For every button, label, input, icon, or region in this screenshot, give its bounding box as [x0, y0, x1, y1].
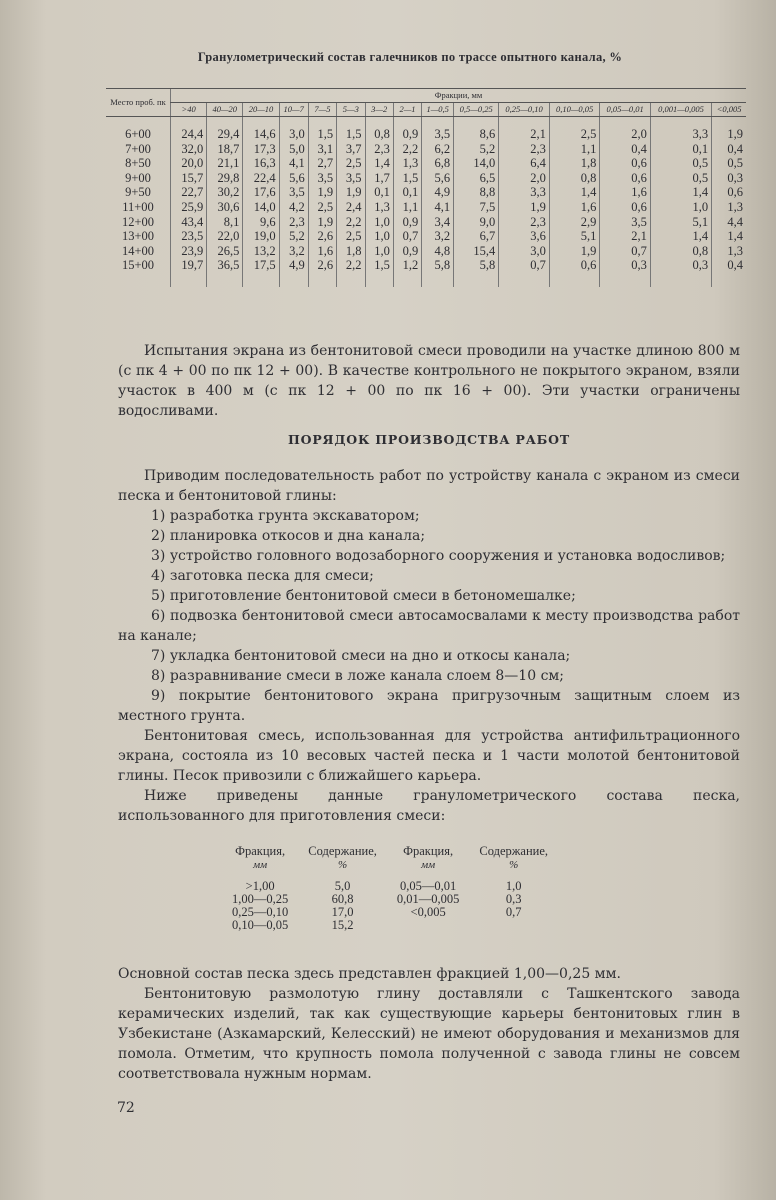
table-cell: 29,4 [207, 127, 243, 142]
table-cell: 1,2 [393, 258, 421, 273]
table-cell: 1,9 [308, 215, 336, 230]
table-cell: 0,3 [712, 171, 746, 186]
table-cell: 1,4 [650, 229, 711, 244]
sand-header-content-1: Содержание, [308, 844, 377, 858]
table-cell: 5,8 [454, 258, 499, 273]
table-cell: 1,1 [549, 142, 600, 157]
gravel-table-body [106, 117, 746, 287]
sand-unit-2: % [337, 859, 348, 871]
sand-composition-table [222, 844, 558, 932]
table-cell: 19,7 [171, 258, 207, 273]
table-cell: 2,6 [308, 258, 336, 273]
table-cell: 9,6 [243, 215, 279, 230]
list-item: 4) заготовка песка для смеси; [151, 568, 374, 584]
table-cell: 2,4 [337, 200, 365, 215]
table-cell: 13,2 [243, 244, 279, 259]
fraction-col-header: 5—3 [337, 103, 365, 117]
row-place: 12+00 [121, 214, 155, 229]
table-cell: 6,5 [454, 171, 499, 186]
table-row [106, 244, 746, 259]
paragraph-main-fraction: Основной состав песка здесь представлен фракцией 1,00—0,25 мм. [118, 966, 621, 982]
table-cell: 0,9 [393, 127, 421, 142]
table-cell: 20,0 [171, 156, 207, 171]
table-cell: 8,8 [454, 185, 499, 200]
table-cell: 2,7 [308, 156, 336, 171]
table-cell: 4,1 [422, 200, 454, 215]
table-cell: 3,4 [422, 215, 454, 230]
table-cell: 2,3 [499, 215, 550, 230]
table-cell: 0,7 [600, 244, 651, 259]
table-cell: 1,0 [650, 200, 711, 215]
paragraph-sand-data-intro: Ниже приведены данные гранулометрического состава песка, использованного для приготовления смеси: [118, 788, 740, 824]
gravel-composition-table [106, 88, 746, 287]
table-cell: 2,5 [337, 156, 365, 171]
table-cell: 1,0 [365, 215, 393, 230]
table-cell: 1,4 [549, 185, 600, 200]
table-cell: 3,7 [337, 142, 365, 157]
table-cell: 0,8 [650, 244, 711, 259]
list-item: 2) планировка откосов и дна канала; [151, 528, 426, 544]
table-cell: 18,7 [207, 142, 243, 157]
sand-table-header [222, 844, 558, 859]
table-row [106, 185, 746, 200]
table-cell: 6,7 [454, 229, 499, 244]
table-cell: 3,0 [279, 127, 308, 142]
fraction-col-header: 0,10—0,05 [549, 103, 600, 117]
table-cell: 2,0 [499, 171, 550, 186]
table-cell: 30,6 [207, 200, 243, 215]
table-cell: 2,9 [549, 215, 600, 230]
table-cell: 2,1 [499, 127, 550, 142]
sand-unit-1: мм [253, 859, 268, 871]
table-cell: <0,005 [410, 905, 446, 919]
table-cell: 16,3 [243, 156, 279, 171]
table-cell: 0,8 [365, 127, 393, 142]
table-cell: 1,4 [650, 185, 711, 200]
row-place: 9+50 [125, 185, 151, 200]
table-cell: 17,6 [243, 185, 279, 200]
table-cell: 29,8 [207, 171, 243, 186]
table-cell: 1,9 [499, 200, 550, 215]
table-cell: 0,7 [505, 905, 522, 919]
list-item: 8) разравнивание смеси в ложе канала слоем 8—10 см; [151, 668, 565, 684]
table-cell: 1,7 [365, 171, 393, 186]
table-cell: 17,3 [243, 142, 279, 157]
table-cell: 2,2 [337, 258, 365, 273]
table-cell: 3,5 [279, 185, 308, 200]
table-cell: 3,5 [308, 171, 336, 186]
table-cell: 0,1 [393, 185, 421, 200]
list-item: 1) разработка грунта экскаватором; [151, 508, 420, 524]
table-row [106, 229, 746, 244]
table-cell: 3,5 [600, 215, 651, 230]
table-cell: 43,4 [171, 215, 207, 230]
table-cell: 0,25—0,10 [232, 905, 289, 919]
table-cell: 15,2 [331, 918, 354, 932]
table-cell: 8,1 [207, 215, 243, 230]
table-cell: 4,1 [279, 156, 308, 171]
table-cell: 15,4 [454, 244, 499, 259]
table-header-row [106, 89, 746, 103]
table-cell: 1,4 [712, 229, 746, 244]
table-row [106, 127, 746, 142]
table-cell: 0,10—0,05 [232, 918, 289, 932]
row-place: 9+00 [125, 170, 151, 185]
table-cell: 1,6 [549, 200, 600, 215]
table-cell: 30,2 [207, 185, 243, 200]
table-cell: 0,4 [712, 142, 746, 157]
table-cell: 0,9 [393, 215, 421, 230]
table-cell: 0,8 [549, 171, 600, 186]
list-item: 7) укладка бентонитовой смеси на дно и откосы канала; [151, 648, 571, 664]
table-cell: 3,1 [308, 142, 336, 157]
table-cell: 0,1 [650, 142, 711, 157]
table-cell: 1,00—0,25 [232, 892, 289, 906]
table-cell: 3,3 [499, 185, 550, 200]
row-place: 15+00 [121, 258, 155, 273]
sand-table-body [222, 880, 558, 932]
table-row [106, 142, 746, 157]
table-cell: 24,4 [171, 127, 207, 142]
list-item: 6) подвозка бентонитовой смеси автосамосвалами к месту производства работ на канале; [118, 608, 740, 644]
table-cell: 19,0 [243, 229, 279, 244]
fraction-col-header: 0,25—0,10 [499, 103, 550, 117]
paragraph-bentonite-mix: Бентонитовая смесь, использованная для устройства антифильтрационного экрана, состояла из 10 весовых частей песка и 1 части молотой бентонитовой глины. Песок привозили с ближайшего карьера. [118, 728, 740, 784]
table-cell: 1,5 [393, 171, 421, 186]
table-cell: 0,6 [600, 171, 651, 186]
row-place: 14+00 [121, 243, 155, 258]
fraction-columns-row [106, 103, 746, 117]
table-cell: 5,0 [334, 879, 351, 893]
sand-table-units [222, 859, 558, 872]
fractions-header: Фракции, мм [171, 89, 747, 103]
table-cell: 5,2 [279, 229, 308, 244]
table-cell: 26,5 [207, 244, 243, 259]
fraction-col-header: >40 [171, 103, 207, 117]
row-place: 6+00 [125, 127, 151, 141]
table-cell: 5,0 [279, 142, 308, 157]
fraction-col-header: 3—2 [365, 103, 393, 117]
table-cell: >1,00 [245, 879, 275, 893]
table-cell: 4,8 [422, 244, 454, 259]
table-row [106, 156, 746, 171]
table-cell: 1,0 [505, 879, 522, 893]
table-cell: 1,9 [308, 185, 336, 200]
table-cell: 0,1 [365, 185, 393, 200]
table-cell: 1,3 [393, 156, 421, 171]
table-cell [387, 919, 470, 932]
table-cell: 15,7 [171, 171, 207, 186]
table-cell: 3,0 [499, 244, 550, 259]
table-row [106, 171, 746, 186]
table-cell: 32,0 [171, 142, 207, 157]
table-cell: 3,2 [279, 244, 308, 259]
sand-unit-4: % [509, 859, 519, 871]
table-cell: 0,5 [712, 156, 746, 171]
table-cell: 0,5 [650, 156, 711, 171]
table-cell: 2,3 [365, 142, 393, 157]
table-cell: 6,4 [499, 156, 550, 171]
table-row [106, 200, 746, 215]
table-cell: 4,9 [279, 258, 308, 273]
table-cell: 0,7 [393, 229, 421, 244]
table-cell: 2,2 [393, 142, 421, 157]
table-cell: 0,01—0,005 [396, 892, 460, 906]
table-cell: 14,0 [243, 200, 279, 215]
fraction-col-header: 20—10 [243, 103, 279, 117]
table-cell: 0,3 [505, 892, 522, 906]
row-place: 13+00 [121, 229, 155, 244]
table-cell: 17,5 [243, 258, 279, 273]
table-cell: 1,4 [365, 156, 393, 171]
table-cell: 0,6 [549, 258, 600, 273]
table-cell: 0,6 [600, 156, 651, 171]
table-cell: 1,0 [365, 244, 393, 259]
list-item: 5) приготовление бентонитовой смеси в бетономешалке; [151, 588, 576, 604]
table-cell: 2,0 [600, 127, 651, 142]
table-cell: 2,2 [337, 215, 365, 230]
list-item: 9) покрытие бентонитового экрана пригрузочным защитным слоем из местного грунта. [118, 688, 740, 724]
table-cell: 1,9 [549, 244, 600, 259]
work-steps-list [118, 506, 740, 726]
fraction-col-header: 0,001—0,005 [650, 103, 711, 117]
table-cell: 3,5 [337, 171, 365, 186]
sand-unit-3: мм [421, 859, 436, 871]
table-cell: 4,9 [422, 185, 454, 200]
table-cell: 23,9 [171, 244, 207, 259]
table-cell: 3,6 [499, 229, 550, 244]
fraction-col-header: 2—1 [393, 103, 421, 117]
table-cell [469, 919, 558, 932]
table-row [106, 215, 746, 230]
table-cell: 22,7 [171, 185, 207, 200]
place-header: Место проб. пк [106, 89, 171, 117]
table-cell: 5,8 [422, 258, 454, 273]
table-cell: 21,1 [207, 156, 243, 171]
fraction-col-header: 40—20 [207, 103, 243, 117]
paragraph-intro: Приводим последовательность работ по устройству канала с экраном из смеси песка и бентонитовой глины: [118, 468, 740, 504]
table-cell: 2,3 [279, 215, 308, 230]
sand-header-content-2: Содержание, [479, 844, 548, 858]
table-cell: 25,9 [171, 200, 207, 215]
paragraph-tests: Испытания экрана из бентонитовой смеси проводили на участке длиною 800 м (с пк 4 + 00 по пк 12 + 00). В качестве контрольного не покрытого экраном, взяли участок в 400 м (с пк 12 + 00 по пк 16 + 00). Эти участки ограничены водосливами. [118, 343, 740, 419]
table-cell: 7,5 [454, 200, 499, 215]
table-cell: 1,8 [549, 156, 600, 171]
fraction-col-header: 7—5 [308, 103, 336, 117]
row-place: 8+50 [125, 156, 151, 171]
table-cell: 36,5 [207, 258, 243, 273]
fraction-col-header: <0,005 [712, 103, 746, 117]
fraction-col-header: 0,05—0,01 [600, 103, 651, 117]
table-caption: Гранулометрический состав галечников по трассе опытного канала, % [197, 50, 623, 64]
table-cell: 5,6 [422, 171, 454, 186]
fraction-col-header: 10—7 [279, 103, 308, 117]
table-cell: 17,0 [331, 905, 354, 919]
table-cell: 4,2 [279, 200, 308, 215]
table-cell: 3,2 [422, 229, 454, 244]
table-row [222, 919, 558, 932]
table-cell: 1,3 [712, 200, 746, 215]
table-cell: 14,0 [454, 156, 499, 171]
sand-header-fraction-2: Фракция, [403, 844, 454, 858]
table-cell: 1,8 [337, 244, 365, 259]
table-cell: 1,5 [365, 258, 393, 273]
table-cell: 22,4 [243, 171, 279, 186]
table-cell: 60,8 [331, 892, 354, 906]
fraction-col-header: 1—0,5 [422, 103, 454, 117]
table-cell: 1,5 [308, 127, 336, 142]
table-cell: 2,5 [549, 127, 600, 142]
table-cell: 1,5 [337, 127, 365, 142]
row-place: 11+00 [122, 199, 154, 214]
table-cell: 1,3 [365, 200, 393, 215]
table-cell: 0,6 [712, 185, 746, 200]
table-cell: 3,3 [650, 127, 711, 142]
table-cell: 1,1 [393, 200, 421, 215]
table-cell: 2,1 [600, 229, 651, 244]
table-cell: 0,3 [650, 258, 711, 273]
section-title: ПОРЯДОК ПРОИЗВОДСТВА РАБОТ [288, 432, 570, 447]
table-cell: 5,1 [650, 215, 711, 230]
table-cell: 2,3 [499, 142, 550, 157]
table-cell: 3,5 [422, 127, 454, 142]
table-cell: 0,6 [600, 200, 651, 215]
list-item: 3) устройство головного водозаборного сооружения и установка водосливов; [151, 548, 726, 564]
sand-header-fraction-1: Фракция, [235, 844, 286, 858]
table-cell: 6,8 [422, 156, 454, 171]
table-cell: 14,6 [243, 127, 279, 142]
table-cell: 0,05—0,01 [400, 879, 457, 893]
table-cell: 2,6 [308, 229, 336, 244]
table-cell: 0,5 [650, 171, 711, 186]
table-cell: 1,6 [600, 185, 651, 200]
table-cell: 1,3 [712, 244, 746, 259]
paragraph-clay-supply: Бентонитовую размолотую глину доставляли с Ташкентского завода керамических изделий, так как существующие карьеры бентонитовых глин в Узбекистане (Азкамарский, Келесский) не имеют оборудования и механизмов для помола. Отметим, что крупность помола полученной с завода глины не совсем соответствовала нужным нормам. [118, 986, 740, 1082]
page-number: 72 [117, 1100, 135, 1116]
row-place: 7+00 [125, 141, 151, 156]
table-cell: 8,6 [454, 127, 499, 142]
table-cell: 4,4 [712, 215, 746, 230]
table-cell: 0,3 [600, 258, 651, 273]
table-row [106, 258, 746, 273]
table-cell: 0,9 [393, 244, 421, 259]
table-cell: 1,9 [712, 127, 746, 142]
table-cell: 0,7 [499, 258, 550, 273]
table-cell: 2,5 [308, 200, 336, 215]
table-cell: 5,6 [279, 171, 308, 186]
fraction-col-header: 0,5—0,25 [454, 103, 499, 117]
table-cell: 1,6 [308, 244, 336, 259]
table-cell: 5,2 [454, 142, 499, 157]
table-cell: 5,1 [549, 229, 600, 244]
table-cell: 1,0 [365, 229, 393, 244]
table-cell: 22,0 [207, 229, 243, 244]
table-cell: 1,9 [337, 185, 365, 200]
table-cell: 6,2 [422, 142, 454, 157]
table-cell: 23,5 [171, 229, 207, 244]
table-cell: 2,5 [337, 229, 365, 244]
table-cell: 0,4 [600, 142, 651, 157]
table-cell: 9,0 [454, 215, 499, 230]
table-cell: 0,4 [712, 258, 746, 273]
